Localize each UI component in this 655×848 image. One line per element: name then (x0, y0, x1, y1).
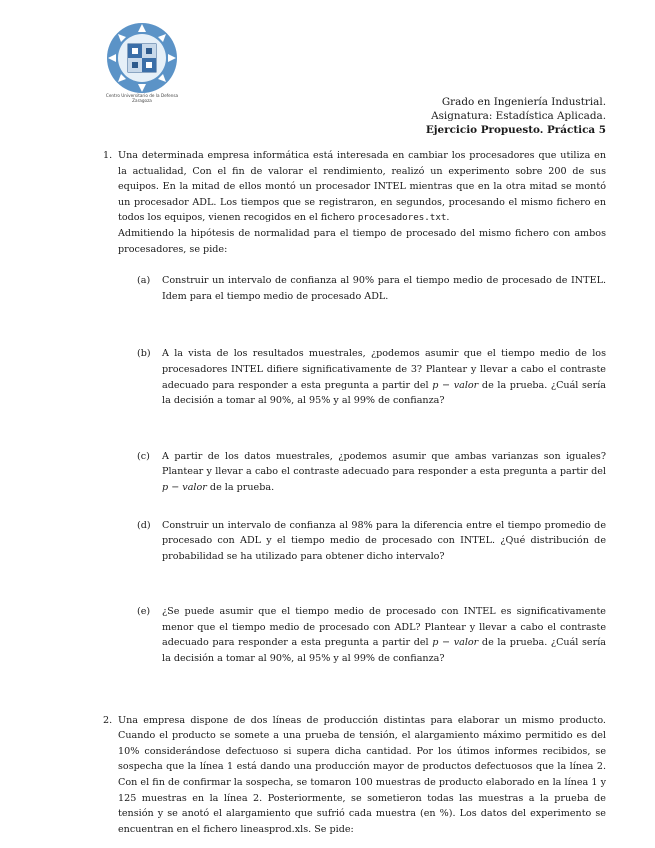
subquestion-a (137, 273, 606, 304)
subquestion-text: ¿Se puede asumir que el tiempo medio de procesado con INTEL es significativamente menor que el tiempo medio de procesado con ADL? Plantear y llevar a cabo el contraste adecuado para responder a esta pregunta a partir del (162, 606, 606, 649)
problem-assumption: Admitiendo la hipótesis de normalidad para el tiempo de procesado del mismo fichero con ambos procesadores, se pide: (118, 227, 606, 255)
math-p-value: p − valor (162, 481, 207, 493)
document-header (426, 95, 606, 137)
subquestion-text: A partir de los datos muestrales, ¿podemos asumir que ambas varianzas son iguales? Plantear y llevar a cabo el contraste adecuado para responder a esta pregunta a partir del (162, 450, 606, 478)
subquestion-b: (b) A la vista de los resultados muestrales, ¿podemos asumir que el tiempo medio de los procesadores INTEL difiere significativamente de 3? Plantear y llevar a cabo el contraste adecuado para responder a esta pregunta a partir del p − valor de la prueba. ¿Cuál sería la decisión a tomar al 90%, al 95% y al 99% de confianza? (137, 348, 606, 407)
problem-intro: Una determinada empresa informática está interesada en cambiar los procesadores que utiliza en la actualidad, Con el fin de valorar el rendimiento, realizó un experimento sobre 200 de sus equipos. En la mitad de ellos montó un procesador INTEL mientras que en la otra mitad se montó un procesador ADL. Los tiempos que se registraron, en segundos, procesando el mismo fichero en todos los equipos, vienen recogidos en el fichero procesadores.txt. (118, 150, 606, 224)
problem-1 (103, 148, 606, 667)
subject-line: Asignatura: Estadística Aplicada. (431, 110, 606, 122)
subquestion-text: Construir un intervalo de confianza al 98% para la diferencia entre el tiempo promedio de procesado con ADL y el tiempo medio de procesado con INTEL. ¿Qué distribución de probabilidad se ha utilizado para obtener dicho intervalo? (162, 519, 606, 562)
subquestion-text: Construir un intervalo de confianza al 90% para el tiempo medio de procesado de INTEL. Idem para el tiempo medio de procesado ADL. (162, 275, 606, 302)
subquestion-text: A la vista de los resultados muestrales, ¿podemos asumir que el tiempo medio de los procesadores INTEL difiere significativamente de 3? Plantear y llevar a cabo el contraste adecuado para responder a esta pregunta a partir del (162, 348, 606, 391)
document-body (103, 148, 606, 837)
degree-line: Grado en Ingeniería Industrial. (441, 96, 606, 108)
subquestion-label: (e) (137, 606, 151, 618)
subquestion-label: (a) (137, 275, 151, 287)
subquestion-label: (b) (137, 348, 151, 360)
subquestion-label: (c) (137, 450, 150, 462)
exercise-title: Ejercicio Propuesto. Práctica 5 (425, 124, 606, 136)
problem-text: Una empresa dispone de dos líneas de producción distintas para elaborar un mismo producto. Cuando el producto se somete a una prueba de tensión, el alargamiento máximo permitido es del 10% considerándose defectuoso si supera dicha cantidad. Por los útimos informes recibidos, se sospecha que la línea 1 está dando una producción mayor de productos defectuosos que la línea 2. Con el fin de confirmar la sospecha, se tomaron 100 muestras de producto elaborado en la línea 1 y 125 muestras en la línea 2. Posteriormente, se sometieron todas las muestras a la prueba de tensión y se anotó el alargamiento que sufrió cada muestra (en %). Los datos del experimento se encuentran en el fichero lineasprod.xls. Se pide: (118, 714, 606, 835)
problem-2 (103, 713, 606, 838)
subquestion-c: (c) A partir de los datos muestrales, ¿podemos asumir que ambas varianzas son iguales? Plantear y llevar a cabo el contraste adecuado para responder a esta pregunta a partir del p − valor de la prueba. (137, 450, 606, 493)
problem-number: 2. (103, 714, 113, 726)
math-p-value: p − valor (432, 379, 479, 391)
subquestion-e: (e) ¿Se puede asumir que el tiempo medio de procesado con INTEL es significativamente menor que el tiempo medio de procesado con ADL? Plantear y llevar a cabo el contraste adecuado para responder a esta pregunta a partir del p − valor de la prueba. ¿Cuál sería la decisión a tomar al 90%, al 95% y al 99% de confianza? (137, 606, 606, 665)
subquestion-d (137, 518, 606, 565)
logo-caption: Centro Universitario de la Defensa Zaragoza (105, 93, 179, 103)
university-logo (106, 22, 178, 94)
problem-number: 1. (103, 150, 113, 161)
subquestion-list (118, 273, 606, 667)
math-p-value: p − valor (432, 637, 479, 649)
subquestion-label: (d) (137, 519, 151, 531)
data-file-name: procesadores.txt (357, 212, 447, 224)
